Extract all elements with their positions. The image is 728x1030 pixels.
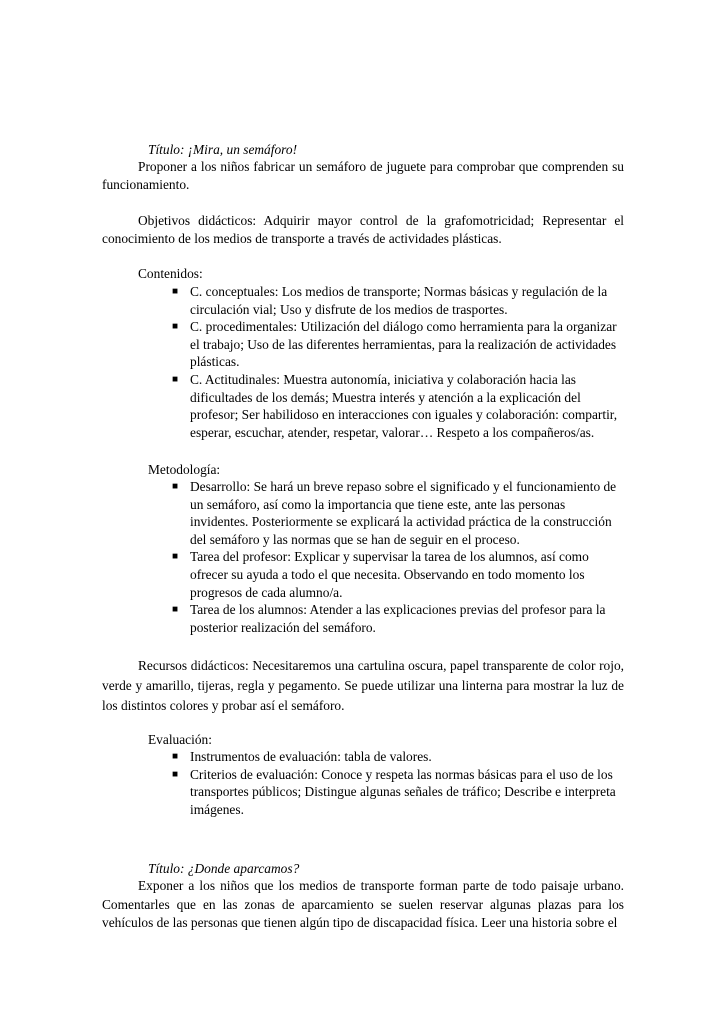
section-title: Título: ¡Mira, un semáforo! (148, 142, 298, 157)
bullet-icon: ■ (172, 751, 179, 762)
list-item: ■ C. Actitudinales: Muestra autonomía, iniciativa y colaboración hacia las dificultades de los demás; Muestra interés y atención a la explicación del profesor; Ser habilidoso en interacciones con iguales y colaboración: compartir, esperar, escuchar, atender, respetar, valorar… Respeto a los compañeros/as. (172, 371, 618, 440)
intro-paragraph: Exponer a los niños que los medios de transporte forman parte de todo paisaje urbano. Comentarles que en las zonas de aparcamiento se suelen reservar algunas plazas para los vehículos de las personas que tienen algún tipo de discapacidad física. Leer una historia sobre el (102, 878, 624, 930)
evaluation-list (172, 748, 624, 818)
bullet-icon: ■ (172, 286, 179, 297)
methodology-list (172, 478, 624, 636)
list-item: ■ C. conceptuales: Los medios de transporte; Normas básicas y regulación de la circulación vial; Uso y disfrute de los medios de trasportes. (172, 284, 608, 317)
methodology-heading: Metodología: (148, 462, 221, 477)
list-item: ■ Criterios de evaluación: Conoce y respeta las normas básicas para el uso de los transportes públicos; Distingue algunas señales de tráfico; Describe e interpreta imágenes. (172, 766, 616, 817)
list-item: ■ C. procedimentales: Utilización del diálogo como herramienta para la organizar el trabajo; Uso de las diferentes herramientas, para la realización de actividades plásticas. (172, 319, 617, 370)
contents-list (172, 283, 624, 441)
objectives-paragraph: Objetivos didácticos: Adquirir mayor control de la grafomotricidad; Representar el conocimiento de los medios de transporte a través de actividades plásticas. (102, 213, 624, 246)
bullet-icon: ■ (172, 604, 179, 616)
bullet-icon: ■ (172, 321, 179, 333)
evaluation-heading: Evaluación: (148, 732, 212, 747)
resources-paragraph: Recursos didácticos: Necesitaremos una cartulina oscura, papel transparente de color rojo, verde y amarillo, tijeras, regla y pegamento. Se puede utilizar una linterna para mostrar la luz de los distintos colores y probar así el semáforo. (102, 658, 624, 713)
intro-paragraph: Proponer a los niños fabricar un semáforo de juguete para comprobar que comprenden su funcionamiento. (102, 159, 624, 192)
bullet-icon: ■ (172, 481, 179, 492)
bullet-icon: ■ (172, 551, 179, 563)
list-item: ■ Desarrollo: Se hará un breve repaso sobre el significado y el funcionamiento de un semáforo, así como la importancia que tiene este, ante las personas invidentes. Posteriormente se explicará la actividad práctica de la construcción del semáforo y las normas que se han de seguir en el proceso. (172, 479, 617, 547)
bullet-icon: ■ (172, 768, 179, 780)
list-item: ■ Tarea de los alumnos: Atender a las explicaciones previas del profesor para la posterior realización del semáforo. (172, 602, 606, 635)
section-title: Título: ¿Donde aparcamos? (148, 861, 300, 876)
list-item: ■ Instrumentos de evaluación: tabla de valores. (172, 749, 432, 764)
bullet-icon: ■ (172, 373, 179, 385)
list-item: ■ Tarea del profesor: Explicar y supervisar la tarea de los alumnos, así como ofrecer su ayuda a todo el que necesita. Observando en todo momento los progresos de cada alumno/a. (172, 549, 589, 600)
contents-heading: Contenidos: (138, 266, 203, 281)
